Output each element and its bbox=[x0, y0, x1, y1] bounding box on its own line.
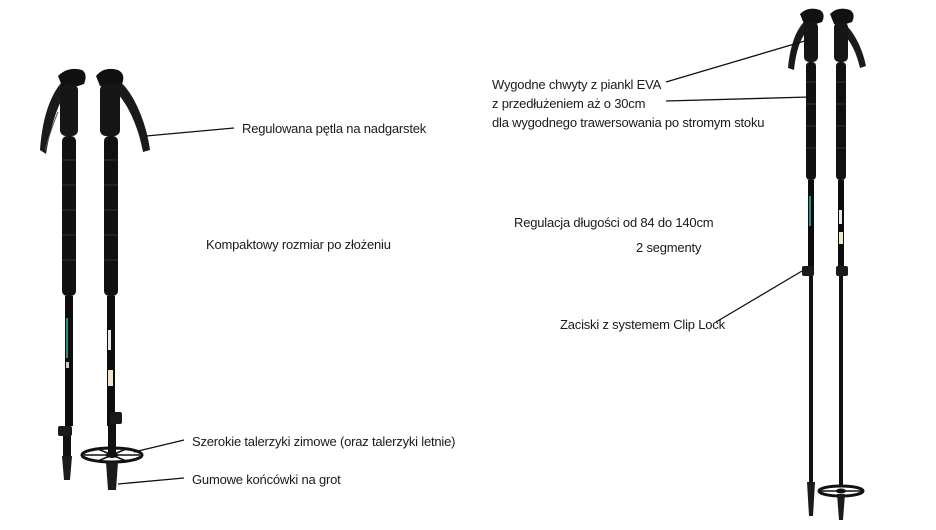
eva-grip bbox=[804, 22, 818, 62]
leader-eva-grips bbox=[666, 40, 808, 82]
rubber-tip bbox=[837, 494, 845, 520]
clip-lock bbox=[58, 426, 72, 436]
grip-top bbox=[96, 69, 123, 86]
eva-grip bbox=[60, 84, 78, 136]
rubber-tip bbox=[807, 482, 815, 516]
eva-grip bbox=[834, 22, 848, 62]
label-compact-size: Kompaktowy rozmiar po złożeniu bbox=[206, 237, 391, 252]
leader-wrist-strap bbox=[146, 128, 234, 136]
grip-top bbox=[58, 69, 86, 86]
right-pole-1 bbox=[788, 9, 824, 516]
eva-grip bbox=[100, 84, 120, 136]
right-pole-2 bbox=[819, 9, 866, 520]
label-segments: 2 segmenty bbox=[636, 240, 702, 255]
leader-rubber-tips bbox=[118, 478, 184, 484]
label-wide-baskets: Szerokie talerzyki zimowe (oraz talerzyki letnie) bbox=[192, 434, 456, 449]
label-eva-grips-line2: z przedłużeniem aż o 30cm bbox=[492, 96, 646, 111]
rubber-tip bbox=[106, 462, 118, 490]
label-length-range: Regulacja długości od 84 do 140cm bbox=[514, 215, 714, 230]
rubber-tip bbox=[62, 456, 72, 480]
clip-lock bbox=[802, 266, 814, 276]
leader-eva-extension bbox=[666, 97, 810, 101]
grip-top bbox=[830, 9, 854, 24]
grip-top bbox=[800, 9, 824, 24]
label-clip-lock: Zaciski z systemem Clip Lock bbox=[560, 317, 725, 332]
label-rubber-tips: Gumowe końcówki na grot bbox=[192, 472, 341, 487]
left-pole-1 bbox=[40, 69, 86, 480]
label-eva-grips-line1: Wygodne chwyty z piankl EVA bbox=[492, 77, 662, 92]
label-wrist-strap: Regulowana pętla na nadgarstek bbox=[242, 121, 427, 136]
clip-lock bbox=[836, 266, 848, 276]
clip-lock bbox=[110, 412, 122, 424]
label-eva-grips-line3: dla wygodnego trawersowania po stromym stoku bbox=[492, 115, 765, 130]
left-pole-2 bbox=[82, 69, 150, 490]
leader-clip-lock bbox=[716, 271, 802, 322]
leader-wide-baskets bbox=[134, 440, 184, 452]
shaft bbox=[107, 296, 115, 426]
shaft bbox=[65, 296, 73, 426]
wrist-strap bbox=[116, 80, 150, 152]
